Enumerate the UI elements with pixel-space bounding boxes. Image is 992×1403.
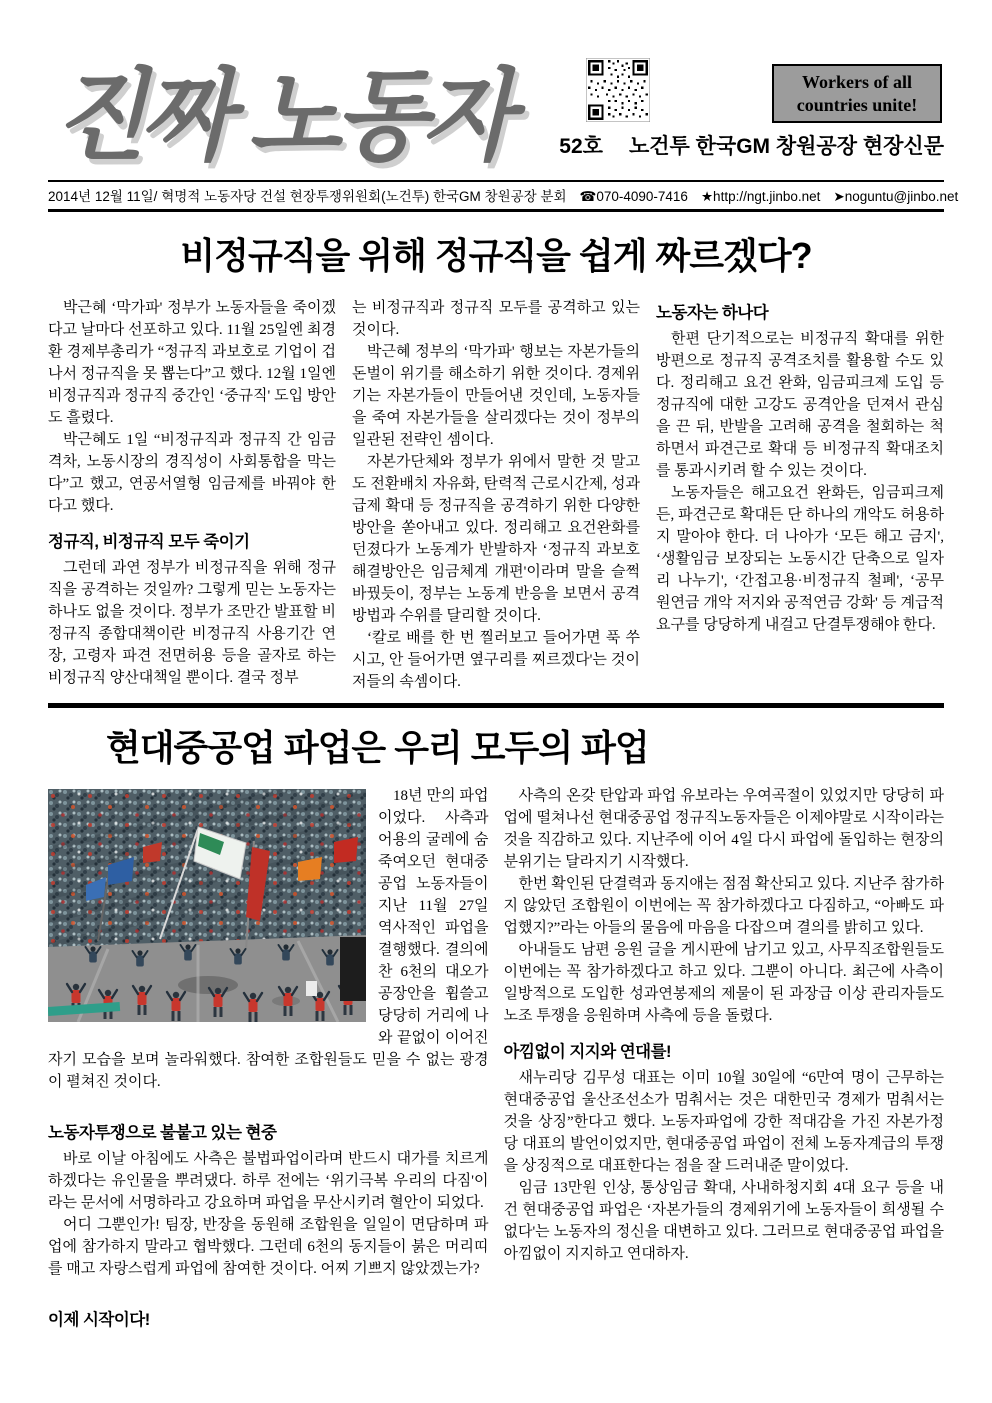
section-divider (48, 703, 944, 708)
paragraph: 한편 단기적으로는 비정규직 확대를 위한 방편으로 정규직 공격조치를 활용할 수도 있다. 정리해고 요건 완화, 임금피크제 도입 등 정규직에 대한 고강도 공격안을 던져서 관심을 끈 뒤, 반발을 고려해 공격을 철회하는 척하면서 파견근로 확대 등 비정규직 확대조치를 통과시키려 할 수 있는 것이다. (656, 331, 944, 479)
email-address: ➤noguntu@jinbo.net (833, 189, 959, 204)
paragraph: 박근혜도 1일 “비정규직과 정규직 간 임금격차, 노동시장의 경직성이 사회통합을 막는다”고 했고, 연공서열형 임금제를 바꿔야 한다고 했다. (48, 432, 336, 514)
paragraph: 한번 확인된 단결력과 동지애는 점점 확산되고 있다. 지난주 참가하지 않았던 조합원이 이번에는 꼭 참가하겠다고 다짐하고, “아빠도 파업했지?”라는 아들의 물음에 마음을 다잡으며 결의를 밝히고 있다. (503, 876, 944, 936)
slogan-line-2: countries unite! (796, 94, 918, 115)
article2-headline: 현대중공업 파업은 우리 모두의 파업 (106, 727, 649, 768)
paragraph: 노동자들은 해고요건 완화든, 임금피크제든, 파견근로 확대든 단 하나의 개악도 허용하지 말아야 한다. 더 나아가 ‘모든 해고 금지', ‘생활임금 보장되는 노동시간 단축으로 일자리 나누기', ‘간접고용·비정규직 철폐', ‘공무원연금 개악 저지와 공적연금 강화' 등 계급적 요구를 당당하게 내걸고 단결투쟁해야 한다. (656, 485, 944, 633)
issue-title: 노건투 한국GM 창원공장 현장신문 (628, 135, 944, 158)
masthead-title: 진짜 노동자 (54, 61, 509, 173)
slogan-box (772, 64, 942, 123)
article1-column-2 (352, 297, 640, 693)
paragraph: 사측의 온갖 탄압과 파업 유보라는 우여곡절이 있었지만 당당히 파업에 떨쳐나선 현대중공업 정규직노동자들은 이제야말로 시작이라는 것을 직감하고 있다. 지난주에 이어 4일 다시 파업에 돌입하는 현장의 분위기는 달라지기 시작했다. (503, 788, 944, 870)
paragraph: 어디 그뿐인가! 팀장, 반장을 동원해 조합원을 일일이 면담하며 파업에 참가하지 말라고 협박했다. 그런데 6천의 동지들이 붉은 머리띠를 매고 자랑스럽게 파업에 참여한 것이다. 어찌 기쁘지 않았겠는가? (48, 1217, 489, 1277)
paragraph: 는 비정규직과 정규직 모두를 공격하고 있는 것이다. (352, 300, 640, 338)
paragraph: 박근혜 정부의 ‘막가파' 행보는 자본가들의 돈벌이 위기를 해소하기 위한 것이다. 경제위기는 자본가들이 만들어낸 것인데, 노동자들을 죽여 자본가들을 살리겠다는 것이 정부의 일관된 전략인 셈이다. (352, 344, 640, 448)
article1-headline: 비정규직을 위해 정규직을 쉽게 짜르겠다? (180, 235, 812, 276)
rally-photo-illustration (48, 789, 366, 1022)
paragraph: 박근혜 ‘막가파' 정부가 노동자들을 죽이겠다고 날마다 선포하고 있다. 11월 25일엔 최경환 경제부총리가 “정규직 과보호로 기업이 겁나서 정규직을 못 뽑는다”고 했다. 12월 1일엔 비정규직과 정규직 중간인 ‘중규직' 도입 방안도 흘렸다. (48, 300, 336, 426)
subheading-workers-are-one: 노동자는 하나다 (656, 304, 769, 322)
article2-left-column (48, 785, 489, 1335)
paragraph: 아내들도 남편 응원 글을 게시판에 남기고 있고, 사무직조합원들도 이번에는 꼭 참가하겠다고 하고 있다. 그뿐이 아니다. 최근에 사측이 일방적으로 도입한 성과연봉제의 제물이 된 과장급 이상 관리자들도 노조 투쟁을 응원하며 사측에 등을 돌렸다. (503, 942, 944, 1024)
paragraph: 그런데 과연 정부가 비정규직을 위해 정규직을 공격하는 것일까? 그렇게 믿는 노동자는 하나도 없을 것이다. 정부가 조만간 발표할 비정규직 종합대책이란 비정규직 사용기간 연장, 고령자 파견 전면허용 등을 골자로 하는 비정규직 양산대책일 뿐이다. 결국 정부 (48, 560, 336, 686)
paragraph: 새누리당 김무성 대표는 이미 10월 30일에 “6만여 명이 근무하는 현대중공업 울산조선소가 멈춰서는 것은 대한민국 경제가 멈춰서는 것을 상징”한다고 했다. 노동자파업에 강한 적대감을 가진 자본가정당 대표의 발언이었지만, 현대중공업 파업이 전체 노동자계급의 투쟁을 상징적으로 대표한다는 점을 잘 드러내준 말이었다. (503, 1070, 944, 1174)
article1-column-3 (656, 297, 944, 693)
issue-number: 52호 (559, 135, 603, 158)
paragraph: 18년 만의 파업이었다. 사측과 어용의 굴레에 숨죽여오던 현대중공업 노동자들이 지난 11월 27일 역사적인 파업을 결행했다. 결의에 찬 6천의 대오가 공장안을 휩쓸고 당당히 거리에 나와 끝없이 이어진 자기 모습을 보며 놀라워했다. 참여한 조합원들도 믿을 수 없는 광경이 펼쳐진 것이다. (48, 788, 489, 1090)
info-bar (48, 180, 959, 212)
masthead (48, 50, 944, 180)
phone-number: ☎070-4090-7416 (579, 189, 688, 204)
article1-column-1 (48, 297, 336, 693)
issue-line (559, 130, 944, 160)
article2-right-column (504, 785, 945, 1335)
article-hhi-strike (48, 720, 944, 1335)
paragraph: ‘칼로 배를 한 번 찔러보고 들어가면 푹 쑤시고, 안 들어가면 옆구리를 찌르겠다'는 것이 저들의 속셈이다. (352, 630, 640, 690)
subheading-support-solidarity: 아낌없이 지지와 연대를! (503, 1043, 672, 1061)
subheading-hhi-ignited: 노동자투쟁으로 불붙고 있는 현중 (48, 1124, 277, 1142)
paragraph: 자본가단체와 정부가 위에서 말한 것 말고도 전환배치 자유화, 탄력적 근로시간제, 성과급제 확대 등 정규직을 공격하기 위한 다양한 방안을 쏟아내고 있다. 정리해고 요건완화를 던졌다가 노동계가 반발하자 ‘정규직 과보호 해결방안은 임금체계 개편'이라며 말을 슬쩍 바꿨듯이, 정부는 노동계 반응을 보면서 공격 방법과 수위를 달리할 것이다. (352, 454, 640, 624)
website-url: ★http://ngt.jinbo.net (700, 189, 821, 204)
paragraph: 임금 13만원 인상, 통상임금 확대, 사내하청지회 4대 요구 등을 내건 현대중공업 파업은 ‘자본가들의 경제위기에 노동자들이 희생될 수 없다'는 노동자의 정신을 대변하고 있다. 그러므로 현대중공업 파업을 아낌없이 지지하고 연대하자. (503, 1180, 944, 1262)
qr-code-icon (586, 58, 650, 122)
subheading-both-attacked: 정규직, 비정규직 모두 죽이기 (48, 533, 250, 551)
slogan-line-1: Workers of all (802, 72, 912, 92)
paragraph: 바로 이날 아침에도 사측은 불법파업이라며 반드시 대가를 치르게 하겠다는 유인물을 뿌려댔다. 하루 전에는 ‘위기극복 우리의 다짐'이라는 문서에 서명하라고 강요하며 파업을 무산시키려 혈안이 되었다. (48, 1151, 489, 1211)
article-irregular-workers (48, 228, 944, 693)
rally-photo (48, 789, 366, 1022)
subheading-now-it-begins: 이제 시작이다! (48, 1311, 150, 1329)
publisher-line: 2014년 12월 11일/ 혁명적 노동자당 건설 현장투쟁위원회(노건투) 한국GM 창원공장 분회 (48, 189, 567, 204)
